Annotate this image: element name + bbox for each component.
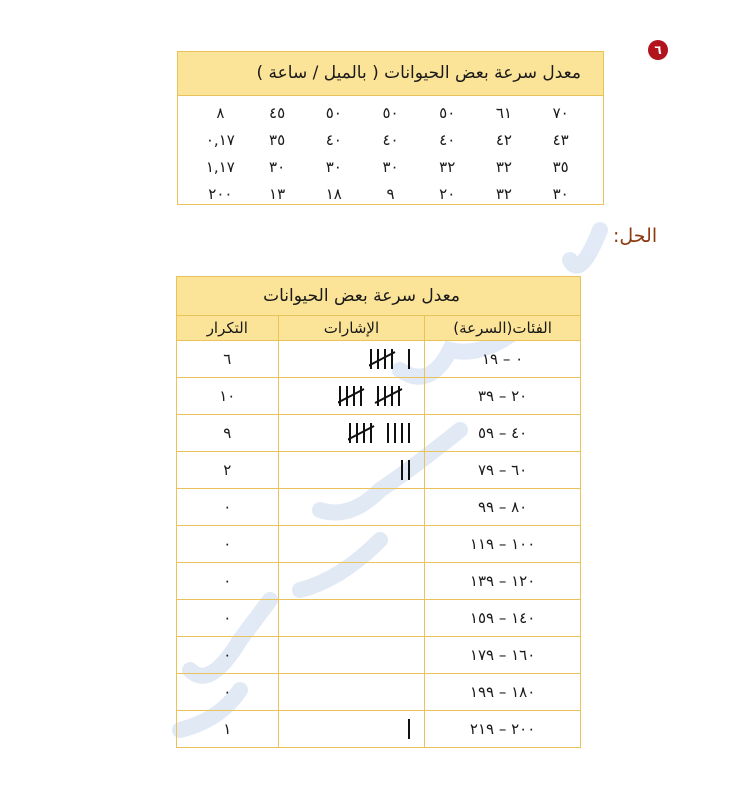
data-cell: ١٣ bbox=[269, 185, 286, 203]
tally-cell bbox=[278, 415, 425, 452]
class-cell: ٢٠ – ٣٩ bbox=[425, 378, 581, 415]
tally-marks bbox=[369, 346, 418, 372]
class-cell: ١٦٠ – ١٧٩ bbox=[425, 637, 581, 674]
data-cell: ٥٠ bbox=[382, 104, 399, 122]
data-cell: ١,١٧ bbox=[205, 158, 235, 176]
frequency-table-title: معدل سرعة بعض الحيوانات bbox=[177, 277, 581, 316]
data-cell: ٤٣ bbox=[552, 131, 569, 149]
tally-marks bbox=[400, 457, 418, 483]
class-cell: ٢٠٠ – ٢١٩ bbox=[425, 711, 581, 748]
data-cell: ٦١ bbox=[495, 104, 512, 122]
data-cell: ٥٠ bbox=[325, 104, 342, 122]
data-cell: ٣٠ bbox=[552, 185, 569, 203]
table-row bbox=[177, 378, 581, 415]
class-cell: ٤٠ – ٥٩ bbox=[425, 415, 581, 452]
data-cell: ٣٠ bbox=[325, 158, 342, 176]
class-cell: ٨٠ – ٩٩ bbox=[425, 489, 581, 526]
data-cell: ٥٠ bbox=[439, 104, 456, 122]
table-row bbox=[177, 341, 581, 378]
table-row bbox=[177, 452, 581, 489]
tally-cell bbox=[278, 674, 425, 711]
tally-marks bbox=[348, 420, 418, 446]
tally-stroke bbox=[375, 389, 402, 403]
header-frequency: التكرار bbox=[177, 316, 279, 341]
tally-marks bbox=[407, 716, 418, 742]
frequency-cell: ٩ bbox=[177, 415, 279, 452]
solution-label: الحل: bbox=[613, 225, 658, 247]
frequency-cell: ٠ bbox=[177, 489, 279, 526]
frequency-cell: ٠ bbox=[177, 563, 279, 600]
class-cell: ١٠٠ – ١١٩ bbox=[425, 526, 581, 563]
data-cell: ٣٢ bbox=[439, 158, 456, 176]
table-row bbox=[177, 711, 581, 748]
data-cell: ٠,١٧ bbox=[205, 131, 235, 149]
tally-marks bbox=[338, 383, 418, 409]
data-cell: ٣٥ bbox=[269, 131, 286, 149]
class-cell: ١٨٠ – ١٩٩ bbox=[425, 674, 581, 711]
tally-cell bbox=[278, 452, 425, 489]
table-row bbox=[177, 600, 581, 637]
frequency-cell: ٠ bbox=[177, 600, 279, 637]
question-number-badge: ٦ bbox=[648, 40, 668, 60]
frequency-cell: ٠ bbox=[177, 637, 279, 674]
class-cell: ١٢٠ – ١٣٩ bbox=[425, 563, 581, 600]
tally-cell bbox=[278, 526, 425, 563]
table-row bbox=[177, 563, 581, 600]
speed-data-title: معدل سرعة بعض الحيوانات ( بالميل / ساعة ) bbox=[178, 52, 603, 96]
frequency-cell: ٢ bbox=[177, 452, 279, 489]
data-cell: ٤٠ bbox=[382, 131, 399, 149]
tally-cell bbox=[278, 711, 425, 748]
data-cell: ٤٢ bbox=[495, 131, 512, 149]
data-cell: ١٨ bbox=[325, 185, 342, 203]
tally-cell bbox=[278, 637, 425, 674]
frequency-cell: ١ bbox=[177, 711, 279, 748]
table-row bbox=[177, 415, 581, 452]
frequency-table-body bbox=[177, 341, 581, 748]
frequency-table bbox=[176, 276, 581, 748]
data-cell: ٤٠ bbox=[325, 131, 342, 149]
class-cell: ٠ – ١٩ bbox=[425, 341, 581, 378]
data-cell: ٣٠ bbox=[382, 158, 399, 176]
table-row bbox=[177, 526, 581, 563]
table-row bbox=[177, 489, 581, 526]
class-cell: ١٤٠ – ١٥٩ bbox=[425, 600, 581, 637]
data-cell: ٩ bbox=[386, 185, 395, 203]
tally-cell bbox=[278, 378, 425, 415]
data-cell: ٧٠ bbox=[552, 104, 569, 122]
header-tally: الإشارات bbox=[278, 316, 425, 341]
frequency-cell: ٠ bbox=[177, 526, 279, 563]
data-cell: ٢٠ bbox=[439, 185, 456, 203]
header-class: الفئات(السرعة) bbox=[425, 316, 581, 341]
data-cell: ٤٥ bbox=[269, 104, 286, 122]
frequency-cell: ٠ bbox=[177, 674, 279, 711]
data-cell: ٣٥ bbox=[552, 158, 569, 176]
data-cell: ٣٢ bbox=[495, 185, 512, 203]
data-cell: ٨ bbox=[216, 104, 225, 122]
class-cell: ٦٠ – ٧٩ bbox=[425, 452, 581, 489]
tally-cell bbox=[278, 600, 425, 637]
frequency-cell: ٦ bbox=[177, 341, 279, 378]
tally-cell bbox=[278, 489, 425, 526]
frequency-cell: ١٠ bbox=[177, 378, 279, 415]
data-cell: ٤٠ bbox=[439, 131, 456, 149]
data-cell: ٢٠٠ bbox=[208, 185, 233, 203]
speed-data-table bbox=[177, 51, 604, 205]
table-row bbox=[177, 637, 581, 674]
table-row bbox=[177, 674, 581, 711]
tally-cell bbox=[278, 563, 425, 600]
data-cell: ٣٢ bbox=[495, 158, 512, 176]
speed-data-grid bbox=[178, 96, 603, 206]
data-cell: ٣٠ bbox=[269, 158, 286, 176]
tally-cell bbox=[278, 341, 425, 378]
